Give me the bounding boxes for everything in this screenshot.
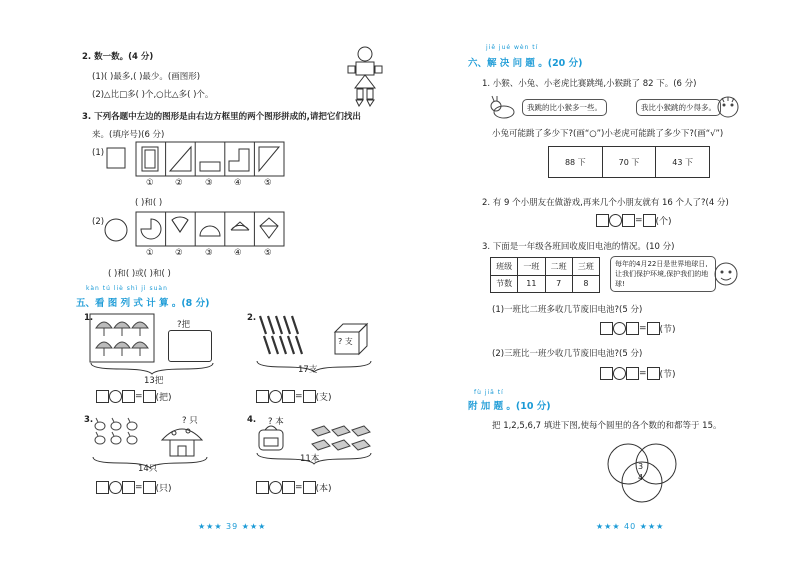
q3-p1-num-1: ① [146,178,154,188]
q3-p2-num-2: ② [175,248,183,258]
q3-p2-target-circle [104,218,128,242]
sec5-p4-unit: (本) [315,484,332,494]
battery-row-label: 节数 [491,275,518,293]
tiger-speech-bubble: 我比小猴跳的少得多。 [636,99,721,116]
battery-header-class: 班级 [491,258,518,276]
venn-number-3: 3 [638,462,644,471]
sec5-p1-question: ?把 [177,320,191,330]
sec5-p1-unit: (把) [155,393,172,403]
left-page-number: ★★★ 39 ★★★ [198,522,267,531]
sec5-p4-number: 4. [247,415,257,425]
battery-header-class2: 二班 [545,258,572,276]
venn-number-4: 4 [638,473,644,482]
q3-p1-num-2: ② [175,178,183,188]
sec6-q1-options-table [548,146,710,178]
q3-p2-num-4: ④ [234,248,242,258]
schoolbag-image [256,424,286,452]
battery-value-class3: 8 [572,275,599,293]
tiger-image [714,94,742,120]
sec5-p2-unit: (支) [315,393,332,403]
q3-title-line2: 来。(填序号)(6 分) [92,130,165,140]
sec6-q3-sub1: (1)一班比二班多收几节废旧电池?(5 分) [492,305,643,315]
sec5-p2-question: ? 支 [338,337,353,346]
rabbit-image [488,96,518,120]
extra-text: 把 1,2,5,6,7 填进下图,使每个圆里的各个数的和都等于 15。 [492,421,722,431]
q3-title-line1: 3. 下列各题中左边的图形是由右边方框里的两个图形拼成的,请把它们找出 [82,112,361,122]
q3-part2-label: (2) [92,217,105,227]
sec5-p4-question: ? 本 [268,417,284,427]
sec5-p1-total: 13把 [144,376,164,386]
sec6-q3-sub2: (2)三班比一班少收几节废旧电池?(5 分) [492,349,643,359]
sec5-p1-number: 1. [84,313,94,323]
q2-title: 2. 数一数。(4 分) [82,52,154,62]
mushroom-house-image [160,424,204,458]
battery-value-class1: 11 [518,275,545,293]
extra-pinyin: fù jiā tí [474,389,504,396]
umbrella-group-image [90,314,154,362]
sec5-pinyin: kàn tú liè shì jì suàn [86,285,168,292]
rabbits-group-image [92,418,150,456]
battery-header-class3: 三班 [572,258,599,276]
option-88[interactable]: 88 下 [549,147,603,178]
sec5-p3-equation[interactable]: = (只) [96,481,172,494]
right-page-number: ★★★ 40 ★★★ [596,522,665,531]
sec5-p4-total: 11本 [300,454,320,464]
sec6-title: 六、解 决 问 题 。(20 分) [468,58,583,69]
earth-mascot-image [712,260,740,288]
q2-line1: (1)( )最多,( )最少。(画图形) [92,72,201,82]
sec6-q1-title: 1. 小猴、小兔、小老虎比赛跳绳,小猴跳了 82 下。(6 分) [482,79,697,89]
sec6-pinyin: jiě jué wèn tí [486,44,539,51]
sec5-p1-unknown-box [168,330,212,362]
q3-p1-num-3: ③ [205,178,213,188]
extra-title: 附 加 题 。(10 分) [468,401,551,412]
option-43[interactable]: 43 下 [656,147,710,178]
pencils-group-image [256,312,316,360]
shape-robot-figure [345,46,385,108]
sec6-q3-sub2-unit: (节) [659,370,676,380]
rabbit-speech-bubble: 我跳的比小猴多一些。 [522,99,607,116]
sec5-p3-unit: (只) [155,484,172,494]
q3-p2-option-strip [136,212,284,246]
sec5-p2-number: 2. [247,313,257,323]
sec6-q3-sub1-equation[interactable]: = (节) [600,322,676,335]
q3-p2-num-1: ① [146,248,154,258]
q3-p2-answer[interactable]: ( )和( )或( )和( ) [108,269,171,279]
sec5-p3-question: ? 只 [182,416,198,426]
sec6-q3-sub2-equation[interactable]: = (节) [600,367,676,380]
option-70[interactable]: 70 下 [602,147,656,178]
sec5-p3-total: 14只 [138,464,158,474]
battery-header-class1: 一班 [518,258,545,276]
sec6-q1-prompt: 小兔可能跳了多少下?(画“○”)小老虎可能跳了多少下?(画“√”) [492,129,724,139]
books-group-image [310,424,372,454]
q3-part1-label: (1) [92,148,105,158]
sec6-q3-title: 3. 下面是一年级各班回收废旧电池的情况。(10 分) [482,242,675,252]
earth-day-bubble: 每年的4月22日是世界地球日,让我们保护环境,保护我们的地球! [610,256,716,292]
sec5-p4-equation[interactable]: = (本) [256,481,332,494]
sec5-p2-total: 17支 [298,365,318,375]
sec6-q2-equation[interactable]: = (个) [596,214,672,227]
sec6-q2-title: 2. 有 9 个小朋友在做游戏,再来几个小朋友就有 16 个人了?(4 分) [482,198,729,208]
q3-p1-answer[interactable]: ( )和( ) [135,198,163,208]
sec6-q3-sub1-unit: (节) [659,325,676,335]
sec5-title: 五、看 图 列 式 计 算 。(8 分) [76,298,210,309]
battery-table [490,257,600,293]
q3-p1-num-4: ④ [234,178,242,188]
q3-p1-option-strip [136,142,284,176]
sec6-q2-unit: (个) [655,217,672,227]
q3-p1-target-square [106,147,126,169]
sec5-p3-number: 3. [84,415,94,425]
q3-p2-num-3: ③ [205,248,213,258]
sec5-p1-equation[interactable]: = (把) [96,390,172,403]
q2-line2: (2)△比□多( )个,○比△多( )个。 [92,90,214,100]
q3-p1-num-5: ⑤ [264,178,272,188]
battery-value-class2: 7 [545,275,572,293]
q3-p2-num-5: ⑤ [264,248,272,258]
sec5-p2-equation[interactable]: = (支) [256,390,332,403]
